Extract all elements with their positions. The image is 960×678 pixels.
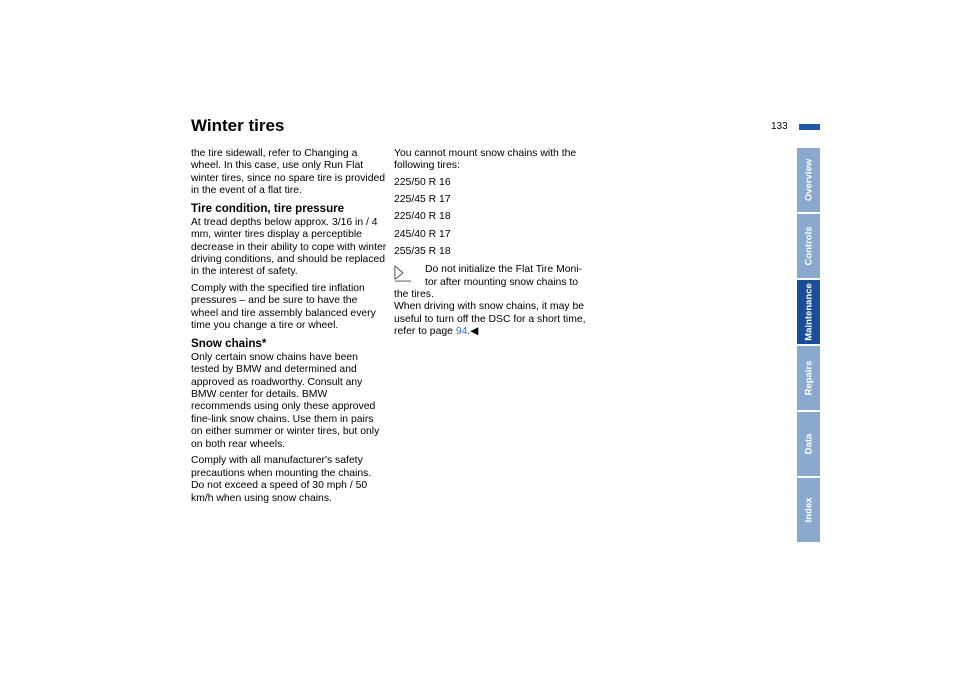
tab-data[interactable] xyxy=(797,412,820,476)
tire-size: 225/40 R 18 xyxy=(394,211,451,223)
dsc-paragraph xyxy=(394,301,590,338)
page-number-bar xyxy=(799,124,820,130)
chains-intro-paragraph: You cannot mount snow chains with the following tires: xyxy=(394,148,577,172)
page-number: 133 xyxy=(771,121,788,132)
tab-label: Index xyxy=(803,497,814,523)
section-heading-snow-chains: Snow chains* xyxy=(191,336,267,350)
tab-controls[interactable] xyxy=(797,214,820,278)
note-line-2: tor after mounting snow chains to xyxy=(425,276,579,288)
note-arrow-icon xyxy=(394,264,412,282)
tab-maintenance[interactable] xyxy=(797,280,820,344)
tire-size: 225/50 R 16 xyxy=(394,177,451,188)
end-mark: .◀ xyxy=(467,326,479,338)
snow-chains-paragraph: Only certain snow chains have been tested by BMW and determined and approved as roadworthy. Consult any BMW center for details. BMW recommends using only these approved fine-link snow chains. Use them in pairs on either summer or winter tires, but only on both rear wheels. xyxy=(191,351,380,450)
right-column xyxy=(394,148,590,343)
tab-label: Repairs xyxy=(803,360,814,396)
tab-label: Maintenance xyxy=(803,283,814,341)
tread-depth-paragraph: At tread depths below approx. 3/16 in / 4 mm, winter tires display a perceptible decrease in their ability to cope with winter driving conditions, and should be replaced in the interest of safety. xyxy=(191,216,387,278)
tire-size: 255/35 R 18 xyxy=(394,245,451,257)
tab-label: Controls xyxy=(803,226,814,266)
inflation-paragraph: Comply with the specified tire inflation pressures – and be sure to have the wheel and tire assembly balanced every time you change a tire or wheel. xyxy=(191,283,376,332)
section-tabs xyxy=(797,148,820,544)
tab-label: Data xyxy=(803,433,814,455)
tab-overview[interactable] xyxy=(797,148,820,212)
tire-size: 225/45 R 17 xyxy=(394,194,451,206)
tab-label: Overview xyxy=(803,158,814,202)
note-line-1: Do not initialize the Flat Tire Moni- xyxy=(425,264,583,276)
tire-list xyxy=(394,177,590,258)
left-column xyxy=(191,148,387,509)
safety-paragraph: Comply with all manufacturer's safety precautions when mounting the chains. Do not exceed a speed of 30 mph / 50 km/h when using snow chains. xyxy=(191,455,372,504)
dsc-text: When driving with snow chains, it may be useful to turn off the DSC for a short time, refer to page xyxy=(394,301,586,338)
section-heading-tire-condition: Tire condition, tire pressure xyxy=(191,201,345,215)
page-title: Winter tires xyxy=(191,116,285,135)
tire-size: 245/40 R 17 xyxy=(394,228,451,240)
note-line-3: the tires. xyxy=(394,289,434,301)
tab-repairs[interactable] xyxy=(797,346,820,410)
intro-paragraph: the tire sidewall, refer to Changing a wheel. In this case, use only Run Flat winter tires, since no spare tire is provided in the event of a flat tire. xyxy=(191,148,386,197)
page-link[interactable]: 94 xyxy=(455,326,468,338)
tab-index[interactable] xyxy=(797,478,820,542)
note-block xyxy=(394,264,590,301)
